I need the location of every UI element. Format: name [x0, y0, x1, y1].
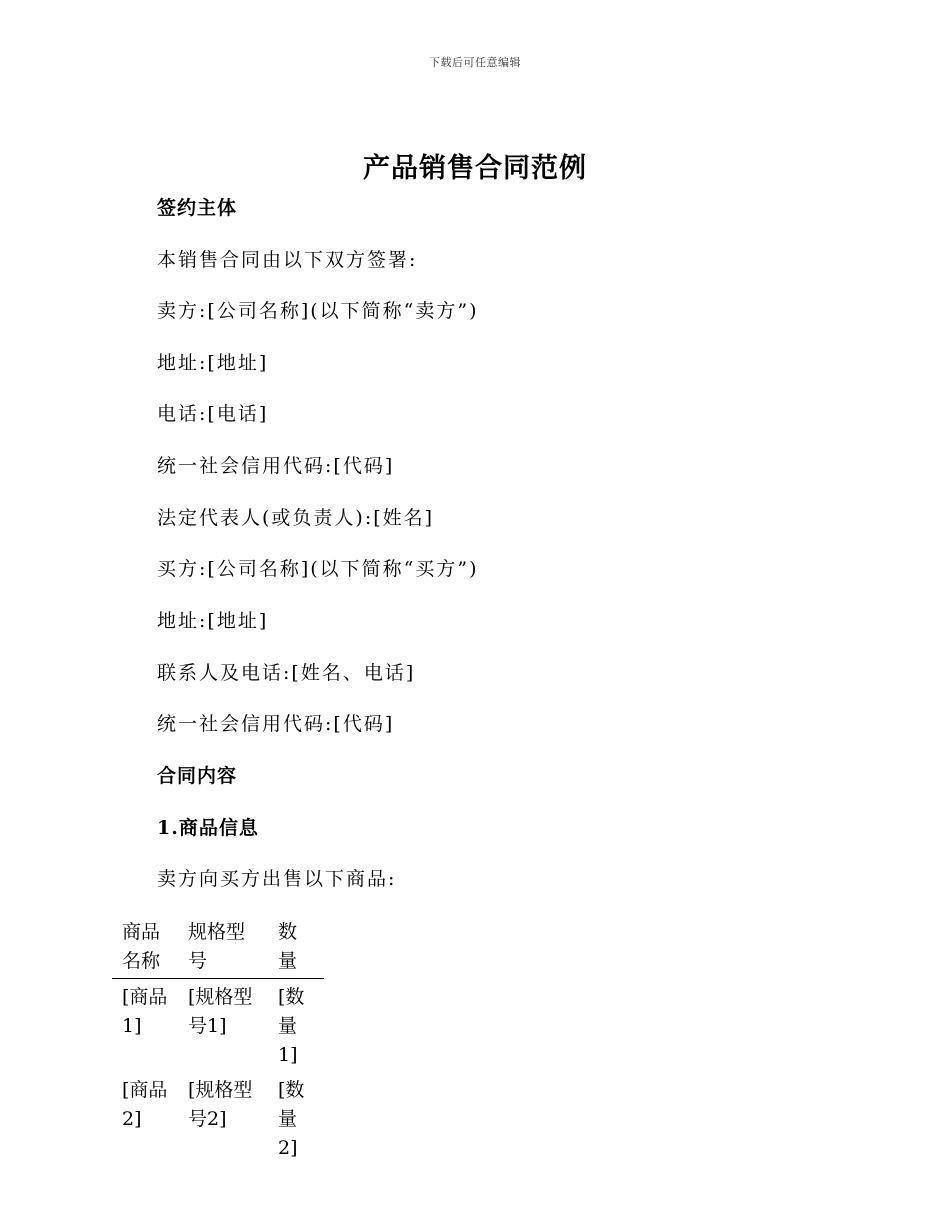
- goods-table-header-qty: 数量: [268, 914, 324, 979]
- section-heading-goods-info: 1.商品信息: [157, 817, 259, 839]
- goods-cell-name: [商品1]: [122, 986, 168, 1037]
- goods-cell-qty: [数量1]: [278, 986, 305, 1066]
- goods-intro-line: 卖方向买方出售以下商品:: [157, 868, 397, 890]
- goods-cell-spec: [规格型号2]: [188, 1079, 253, 1130]
- page-header-note: 下载后可任意编辑: [429, 56, 521, 69]
- seller-phone-line: 电话:[电话]: [157, 403, 269, 425]
- seller-credit-code-line: 统一社会信用代码:[代码]: [157, 455, 395, 477]
- goods-cell-spec: [规格型号1]: [188, 986, 253, 1037]
- buyer-contact-line: 联系人及电话:[姓名、电话]: [157, 662, 416, 684]
- goods-table-header-spec: 规格型号: [178, 914, 268, 979]
- goods-cell-name: [商品2]: [122, 1079, 168, 1130]
- intro-paragraph: 本销售合同由以下双方签署:: [157, 249, 418, 271]
- section-heading-signing-parties: 签约主体: [157, 197, 238, 219]
- seller-address-line: 地址:[地址]: [157, 352, 269, 374]
- seller-line: 卖方:[公司名称](以下简称“卖方”): [157, 300, 479, 322]
- table-row: [112, 1072, 324, 1165]
- goods-table-header-row: [112, 914, 324, 979]
- section-heading-contract-content: 合同内容: [157, 765, 238, 787]
- seller-representative-line: 法定代表人(或负责人):[姓名]: [157, 507, 435, 529]
- table-row: [112, 979, 324, 1073]
- buyer-credit-code-line: 统一社会信用代码:[代码]: [157, 713, 395, 735]
- goods-table: [112, 914, 324, 1165]
- goods-cell-qty: [数量2]: [278, 1079, 305, 1159]
- goods-table-header-name: 商品名称: [112, 914, 178, 979]
- buyer-line: 买方:[公司名称](以下简称“买方”): [157, 558, 479, 580]
- buyer-address-line: 地址:[地址]: [157, 610, 269, 632]
- document-title: 产品销售合同范例: [363, 153, 587, 184]
